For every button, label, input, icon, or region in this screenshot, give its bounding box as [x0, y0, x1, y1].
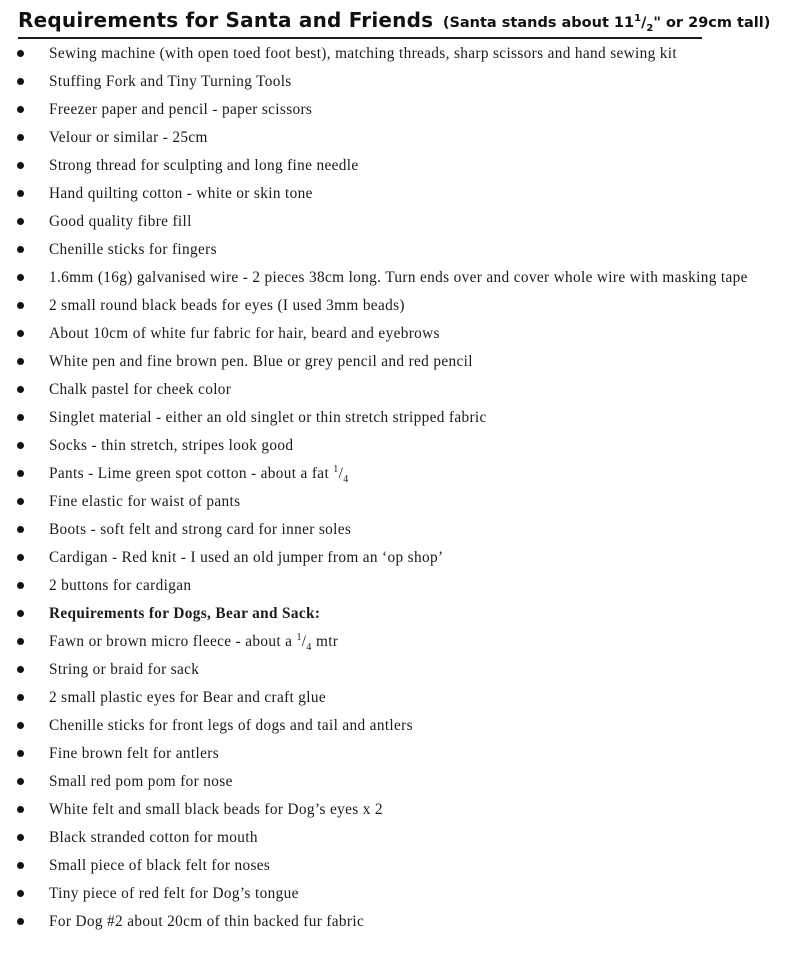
bullet-icon [17, 806, 24, 813]
list-item-text: Chenille sticks for fingers [49, 241, 217, 258]
list-item-text: Velour or similar - 25cm [49, 129, 208, 146]
list-item-text: Singlet material - either an old singlet or thin stretch stripped fabric [49, 409, 487, 426]
bullet-icon [17, 190, 24, 197]
list-item-text: Cardigan - Red knit - I used an old jumper from an ‘op shop’ [49, 549, 444, 566]
list-item-text: Black stranded cotton for mouth [49, 829, 258, 846]
bullet-icon [17, 78, 24, 85]
list-item [0, 685, 800, 713]
list-item-text: 2 small round black beads for eyes (I used 3mm beads) [49, 297, 405, 314]
list-item-text: White felt and small black beads for Dog’s eyes x 2 [49, 801, 383, 818]
list-item [0, 377, 800, 405]
heading-note-prefix: (Santa stands about 11 [442, 15, 635, 31]
list-item [0, 181, 800, 209]
list-item-text: Chalk pastel for cheek color [49, 381, 232, 398]
list-item [0, 125, 800, 153]
bullet-icon [17, 246, 24, 253]
heading-fraction-numerator: 1 [634, 13, 642, 25]
bullet-icon [17, 106, 24, 113]
fraction-numerator: 1 [296, 631, 302, 643]
list-item [0, 853, 800, 881]
list-item [0, 573, 800, 601]
list-item [0, 153, 800, 181]
list-item [0, 769, 800, 797]
list-item-text: About 10cm of white fur fabric for hair, beard and eyebrows [49, 325, 440, 342]
bullet-icon [17, 862, 24, 869]
list-item-text: Chenille sticks for front legs of dogs and tail and antlers [49, 717, 413, 734]
list-item-text: Hand quilting cotton - white or skin tone [49, 185, 313, 202]
bullet-icon [17, 330, 24, 337]
list-item-text: Strong thread for sculpting and long fine needle [49, 157, 359, 174]
page-heading [18, 8, 800, 32]
bullet-icon [17, 498, 24, 505]
list-item-text: For Dog #2 about 20cm of thin backed fur fabric [49, 913, 365, 930]
requirements-list [0, 41, 800, 937]
list-item: Pants - Lime green spot cotton - about a fat $^1/_4$ [0, 461, 800, 489]
bullet-icon [17, 610, 24, 617]
bullet-icon [17, 750, 24, 757]
list-item-text: Freezer paper and pencil - paper scissors [49, 101, 313, 118]
bullet-icon [17, 274, 24, 281]
bullet-icon [17, 358, 24, 365]
bullet-icon [17, 134, 24, 141]
list-item [0, 405, 800, 433]
list-item-text: String or braid for sack [49, 661, 200, 678]
list-item-text: White pen and fine brown pen. Blue or grey pencil and red pencil [49, 353, 473, 370]
list-item [0, 797, 800, 825]
bullet-icon [17, 890, 24, 897]
list-item-text-after: mtr [315, 633, 339, 650]
list-item-text: Small red pom pom for nose [49, 773, 233, 790]
list-item-text: Good quality fibre fill [49, 213, 192, 230]
list-item-text: 2 buttons for cardigan [49, 577, 192, 594]
list-item-text: 1.6mm (16g) galvanised wire - 2 pieces 38cm long. Turn ends over and cover whole wire with masking tape [49, 269, 748, 286]
bullet-icon [17, 526, 24, 533]
list-item [0, 209, 800, 237]
bullet-icon [17, 470, 24, 477]
list-item [0, 69, 800, 97]
heading-underline [18, 37, 702, 39]
list-item-text: Socks - thin stretch, stripes look good [49, 437, 294, 454]
section-subheading-item [0, 601, 800, 629]
list-item [0, 881, 800, 909]
heading-title: Requirements for Santa and Friends [18, 8, 434, 32]
bullet-icon [17, 778, 24, 785]
bullet-icon [17, 302, 24, 309]
heading-fraction-denominator: 2 [646, 22, 654, 34]
list-item [0, 545, 800, 573]
list-item [0, 97, 800, 125]
list-item-text: Fine elastic for waist of pants [49, 493, 241, 510]
list-item [0, 489, 800, 517]
bullet-icon [17, 582, 24, 589]
bullet-icon [17, 554, 24, 561]
bullet-icon [17, 834, 24, 841]
bullet-icon [17, 918, 24, 925]
fraction-numerator: 1 [333, 463, 339, 475]
bullet-icon [17, 50, 24, 57]
list-item [0, 825, 800, 853]
list-item-text: Requirements for Dogs, Bear and Sack: [49, 605, 321, 622]
list-item-text: Pants - Lime green spot cotton - about a fat [49, 465, 330, 482]
fraction-denominator: 4 [343, 474, 349, 486]
list-item [0, 349, 800, 377]
list-item [0, 909, 800, 937]
heading-note-suffix: " or 29cm tall) [653, 15, 771, 31]
list-item-text: Small piece of black felt for noses [49, 857, 271, 874]
list-item-text: Sewing machine (with open toed foot best), matching threads, sharp scissors and hand sewing kit [49, 45, 678, 62]
list-item [0, 41, 800, 69]
list-item-text: Tiny piece of red felt for Dog’s tongue [49, 885, 299, 902]
list-item-text: Stuffing Fork and Tiny Turning Tools [49, 73, 292, 90]
list-item-text: Boots - soft felt and strong card for inner soles [49, 521, 352, 538]
bullet-icon [17, 638, 24, 645]
list-item [0, 293, 800, 321]
list-item [0, 433, 800, 461]
bullet-icon [17, 386, 24, 393]
list-item [0, 321, 800, 349]
list-item [0, 657, 800, 685]
list-item [0, 741, 800, 769]
bullet-icon [17, 666, 24, 673]
bullet-icon [17, 414, 24, 421]
list-item [0, 713, 800, 741]
list-item [0, 237, 800, 265]
list-item-text: Fawn or brown micro fleece - about a [49, 633, 293, 650]
list-item: Fawn or brown micro fleece - about a $^1/_4$ mtr [0, 629, 800, 657]
list-item-text: Fine brown felt for antlers [49, 745, 220, 762]
fraction-denominator: 4 [306, 642, 312, 654]
bullet-icon [17, 722, 24, 729]
bullet-icon [17, 442, 24, 449]
list-item-text: 2 small plastic eyes for Bear and craft glue [49, 689, 327, 706]
bullet-icon [17, 162, 24, 169]
list-item [0, 265, 800, 293]
heading-size-note: (Santa stands about $11^1/_2$" or 29cm tall) [442, 13, 771, 34]
bullet-icon [17, 694, 24, 701]
list-item [0, 517, 800, 545]
bullet-icon [17, 218, 24, 225]
